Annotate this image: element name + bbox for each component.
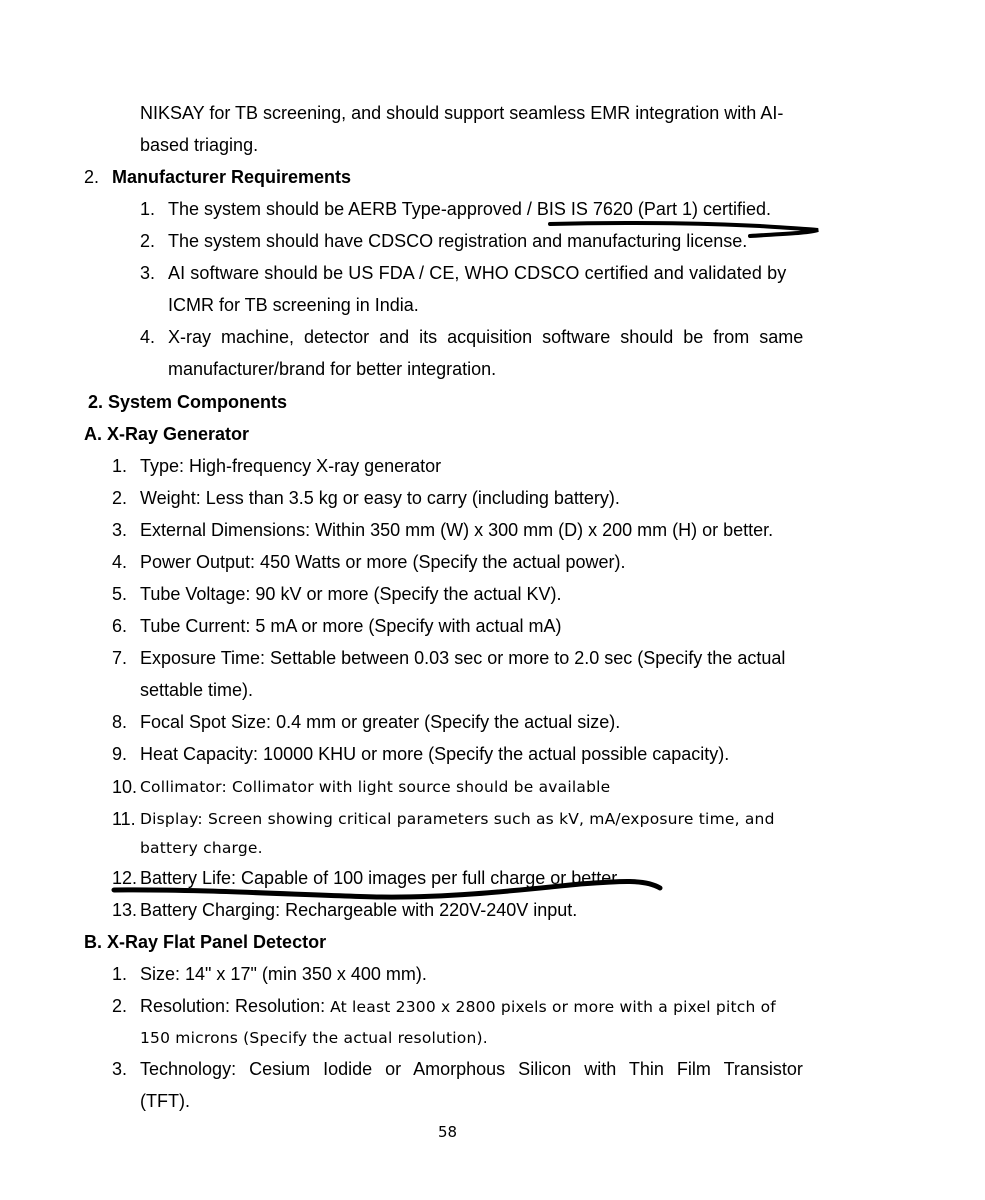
list-number: 2. — [112, 996, 128, 1016]
list-item: Tube Current: 5 mA or more (Specify with actual mA) — [140, 616, 562, 636]
list-number: 10. — [112, 777, 138, 797]
list-item: AI software should be US FDA / CE, WHO CDSCO certified and validated by — [168, 263, 787, 283]
list-item-continuation: 150 microns (Specify the actual resolution). — [140, 1029, 488, 1047]
list-number: 9. — [112, 744, 128, 764]
list-item: Tube Voltage: 90 kV or more (Specify the actual KV). — [140, 584, 562, 604]
list-item: The system should have CDSCO registration and manufacturing license. — [168, 231, 748, 251]
list-item-continuation: (TFT). — [140, 1091, 190, 1111]
list-number: 1. — [112, 456, 128, 476]
list-number: 3. — [112, 1059, 128, 1079]
list-item: Focal Spot Size: 0.4 mm or greater (Specify the actual size). — [140, 712, 621, 732]
list-item: Display: Screen showing critical parameters such as kV, mA/exposure time, and — [140, 810, 775, 828]
list-number: 7. — [112, 648, 128, 668]
list-number: 5. — [112, 584, 128, 604]
list-item: Technology: Cesium Iodide or Amorphous Silicon with Thin Film Transistor — [140, 1059, 803, 1079]
list-item: Exposure Time: Settable between 0.03 sec or more to 2.0 sec (Specify the actual — [140, 648, 786, 668]
list-number: 8. — [112, 712, 128, 732]
list-item: The system should be AERB Type-approved / BIS IS 7620 (Part 1) certified. — [168, 199, 771, 219]
section-heading-system-components: 2. System Components — [88, 392, 288, 412]
list-item-continuation: manufacturer/brand for better integration. — [168, 359, 497, 379]
list-number: 1. — [140, 199, 156, 219]
subsection-heading-generator: A. X-Ray Generator — [84, 424, 250, 444]
section-number: 2. — [84, 167, 100, 187]
intro-line-2: based triaging. — [140, 135, 259, 155]
section-heading-manufacturer: Manufacturer Requirements — [112, 167, 352, 187]
list-item: Battery Life: Capable of 100 images per full charge or better. — [140, 868, 622, 888]
list-item: External Dimensions: Within 350 mm (W) x 300 mm (D) x 200 mm (H) or better. — [140, 520, 774, 540]
list-item: Resolution: Resolution: At least 2300 x 2800 pixels or more with a pixel pitch of — [140, 996, 776, 1016]
list-number: 3. — [140, 263, 156, 283]
list-number: 13. — [112, 900, 138, 920]
list-number: 2. — [140, 231, 156, 251]
list-item: Power Output: 450 Watts or more (Specify the actual power). — [140, 552, 626, 572]
list-item: Battery Charging: Rechargeable with 220V-240V input. — [140, 900, 578, 920]
list-item-continuation: ICMR for TB screening in India. — [168, 295, 419, 315]
list-number: 12. — [112, 868, 138, 888]
intro-line-1: NIKSAY for TB screening, and should support seamless EMR integration with AI- — [140, 103, 784, 123]
list-item: X-ray machine, detector and its acquisition software should be from same — [168, 327, 804, 347]
list-number: 6. — [112, 616, 128, 636]
list-number: 1. — [112, 964, 128, 984]
list-item-continuation: settable time). — [140, 680, 254, 700]
list-number: 3. — [112, 520, 128, 540]
list-item: Heat Capacity: 10000 KHU or more (Specify the actual possible capacity). — [140, 744, 730, 764]
list-item: Size: 14" x 17" (min 350 x 400 mm). — [140, 964, 427, 984]
list-number: 11. — [112, 809, 136, 829]
list-item: Collimator: Collimator with light source should be available — [140, 778, 611, 796]
subsection-heading-detector: B. X-Ray Flat Panel Detector — [84, 932, 327, 952]
list-number: 4. — [112, 552, 128, 572]
page-number: 58 — [437, 1123, 458, 1141]
list-item: Type: High-frequency X-ray generator — [140, 456, 442, 476]
list-number: 4. — [140, 327, 156, 347]
list-item-continuation: battery charge. — [140, 839, 263, 857]
list-item: Weight: Less than 3.5 kg or easy to carry (including battery). — [140, 488, 620, 508]
list-number: 2. — [112, 488, 128, 508]
